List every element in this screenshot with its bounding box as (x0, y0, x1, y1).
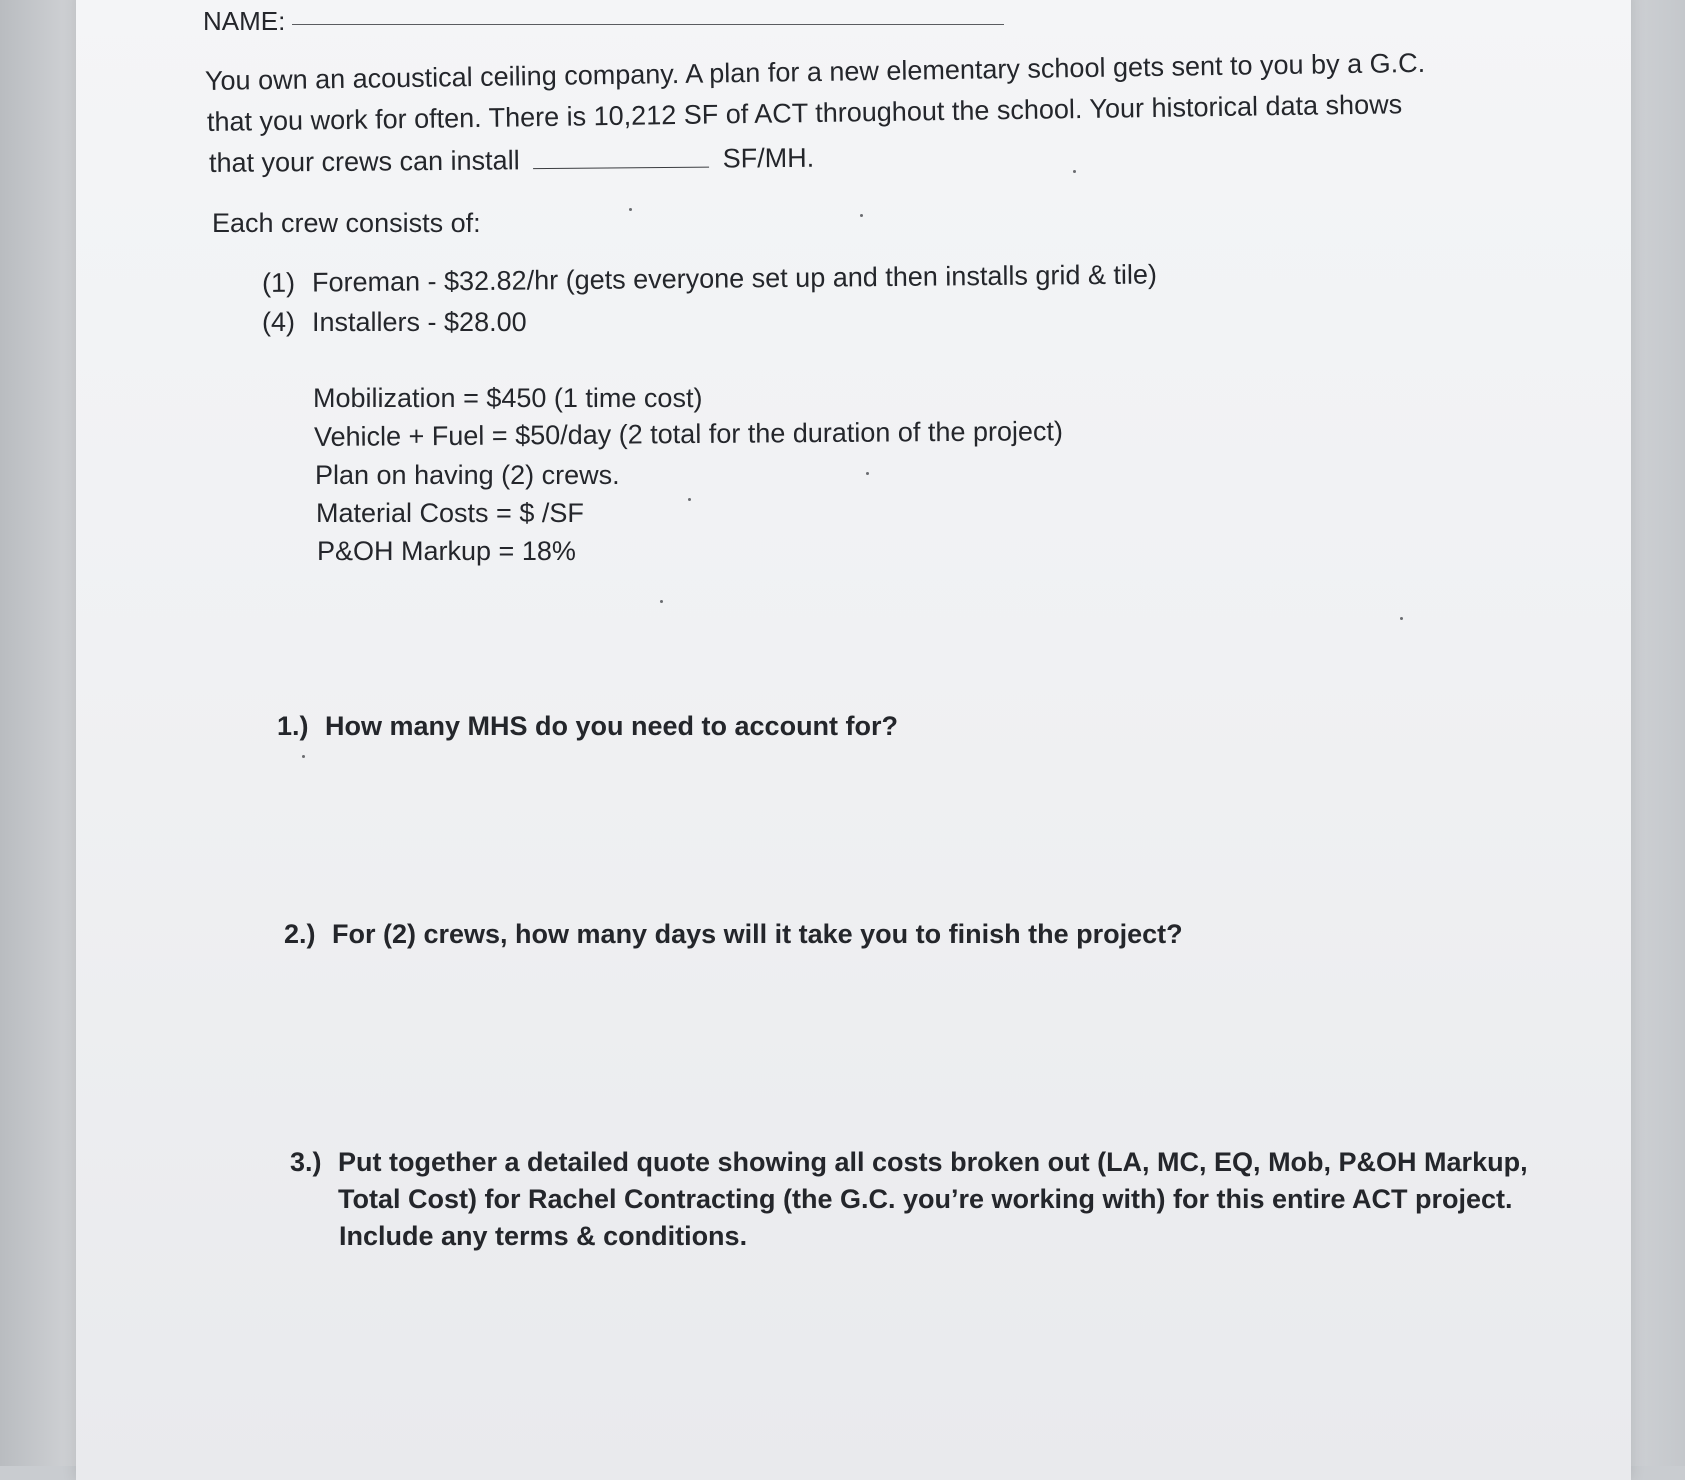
intro-line-3-start: that your crews can install (208, 145, 520, 178)
question-number: 1.) (277, 711, 309, 741)
question-3-line-2: Total Cost) for Rachel Contracting (the G.C. you’re working with) for this entire ACT project. (338, 1184, 1513, 1214)
question-3 (290, 1145, 1528, 1179)
crew-item (262, 305, 527, 339)
cost-vehicle-fuel: Vehicle + Fuel = $50/day (2 total for the duration of the project) (313, 416, 1064, 452)
paper-speck (1400, 617, 1403, 620)
name-blank-line[interactable] (292, 24, 1004, 25)
question-text: Put together a detailed quote showing all costs broken out (LA, MC, EQ, Mob, P&OH Markup, (338, 1147, 1528, 1177)
paper-speck (1073, 170, 1076, 173)
crew-item (262, 257, 1157, 300)
crew-item-number: (4) (262, 307, 295, 337)
question-number: 2.) (284, 919, 316, 949)
question-text: How many MHS do you need to account for? (325, 711, 899, 741)
name-label: NAME: (203, 6, 286, 36)
intro-line-2: that you work for often. There is 10,212 SF of ACT throughout the school. Your historical data shows (206, 89, 1403, 137)
crew-heading: Each crew consists of: (212, 208, 481, 238)
sf-per-mh-blank[interactable] (533, 145, 709, 170)
crew-item-number: (1) (261, 267, 296, 298)
intro-line-1: You own an acoustical ceiling company. A plan for a new elementary school gets sent to you by a G.C. (204, 47, 1426, 96)
crew-item-text: Foreman - $32.82/hr (gets everyone set up and then installs grid & tile) (311, 259, 1158, 298)
question-1 (277, 709, 898, 743)
paper-speck (660, 600, 663, 603)
cost-crews: Plan on having (2) crews. (315, 460, 620, 490)
question-3-line-3: Include any terms & conditions. (339, 1221, 748, 1251)
cost-mobilization: Mobilization = $450 (1 time cost) (313, 383, 703, 413)
crew-item-text: Installers - $28.00 (312, 307, 527, 337)
question-2 (284, 917, 1183, 951)
question-text: For (2) crews, how many days will it take you to finish the project? (332, 919, 1183, 949)
intro-line-3 (209, 141, 814, 180)
paper-speck (302, 755, 305, 758)
cost-markup: P&OH Markup = 18% (317, 536, 576, 566)
paper-speck (688, 498, 691, 501)
cost-material: Material Costs = $ /SF (316, 498, 584, 528)
intro-line-3-end: SF/MH. (722, 142, 815, 174)
question-number: 3.) (290, 1147, 322, 1177)
paper-speck (866, 472, 869, 475)
paper-speck (629, 208, 632, 211)
paper-speck (860, 214, 863, 217)
